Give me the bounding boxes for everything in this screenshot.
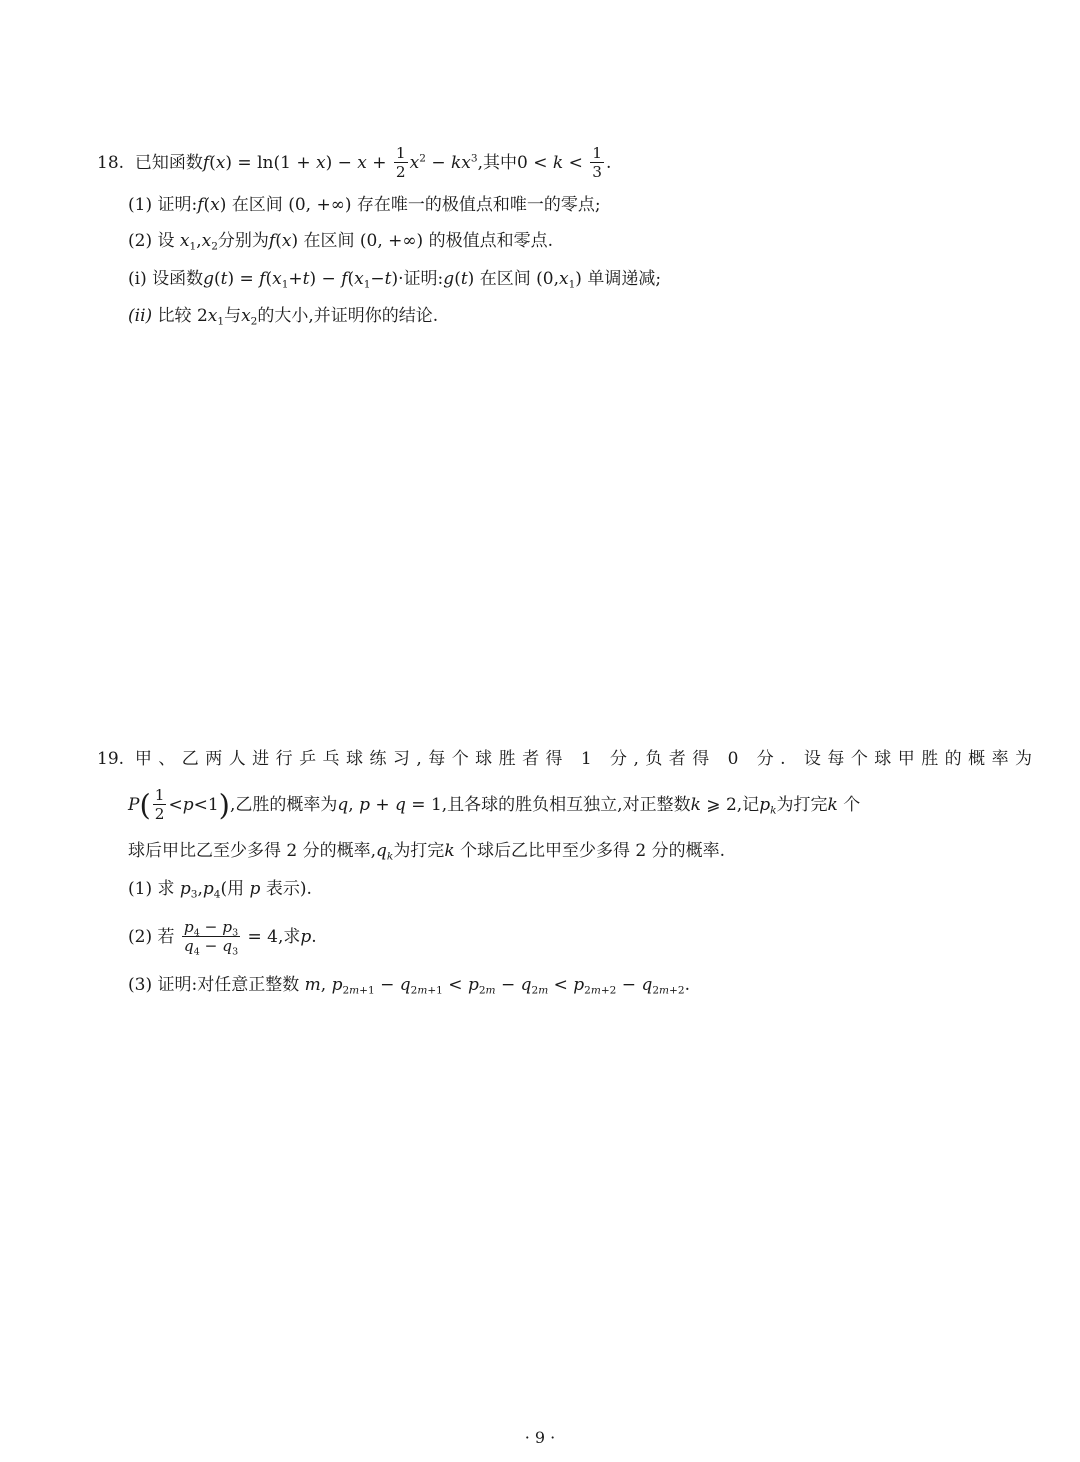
q19-part3: (3) 证明:对任意正整数 m, $p_{2m+1} - q_{2m+1} < p_{2m} - q_{2m} < p_{2m+2} - q_{2m+2}$.: [128, 975, 690, 997]
q18-function: f(x) = ln(1 + x) − x + $\frac{1}{2}$ $x^2 - kx^3$: [202, 144, 478, 182]
q18-sub-i: (i) 设函数$g(t) = f(x_1+t) - f(x_1-t)\cdot$证明:g(t) 在区间 $(0,x_1)$ 单调递减;: [128, 269, 662, 291]
q19-stem-line2: P( $\frac{1}{2}$ <p<1),乙胜的概率为q, p + q = 1,且各球的胜负相互独立,对正整数k ⩾ 2,记$p_k$为打完k 个: [128, 786, 861, 824]
q18-part1: (1) 证明:f(x) 在区间 (0, +∞) 存在唯一的极值点和唯一的零点;: [128, 195, 601, 215]
q18-part2: (2) 设 $x_1,x_2$分别为f(x) 在区间 (0, +∞) 的极值点和零点.: [128, 231, 553, 253]
q18-condition: 0 < k < $\frac{1}{3}$ .: [517, 144, 612, 182]
q18-sub-ii: (ii) 比较 $2x_1$与$x_2$的大小,并证明你的结论.: [128, 306, 439, 328]
page-number: · 9 ·: [524, 1428, 556, 1447]
q19-stem-line1: 19. 甲、乙两人进行乒乓球练习,每个球胜者得 1 分,负者得 0 分. 设每个球甲胜的概率为: [97, 749, 1039, 769]
q19-part2: (2) 若 $\frac{p_4 - p_3}{q_4 - q_3}$ = 4,求p.: [128, 918, 317, 958]
q19-part1: (1) 求 $p_3,p_4$(用 p 表示).: [128, 879, 312, 901]
q19-stem-line3: 球后甲比乙至少多得 2 分的概率$,q_k$为打完k 个球后乙比甲至少多得 2 分的概率.: [128, 841, 726, 863]
q19-number: 19.: [97, 749, 125, 769]
q18-stem: 18. 已知函数f(x) = ln(1 + x) − x + $\frac{1}{2}$ $x^2 - kx^3$,其中0 < k < $\frac{1}{3}$ .: [97, 144, 612, 182]
q18-number: 18.: [97, 152, 125, 173]
